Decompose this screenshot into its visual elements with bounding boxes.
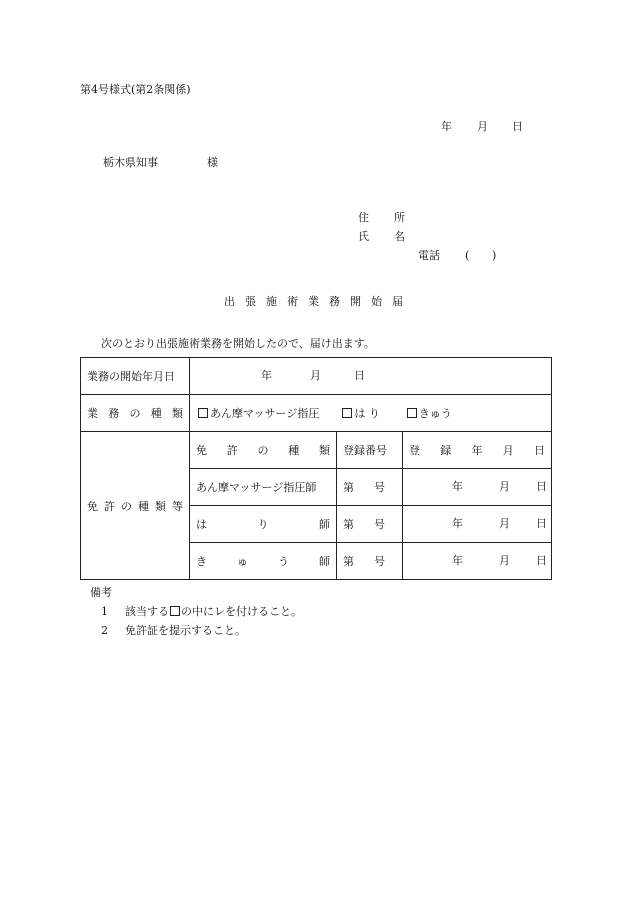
title-char: 張 [245,295,256,308]
header-char: 録 [440,444,452,457]
phone-paren-open: ( [465,249,470,262]
dai-label: 第 [343,481,354,494]
start-day-label: 日 [354,369,365,382]
checkbox-hari[interactable] [342,408,352,418]
go-label: 号 [374,481,385,494]
reg-year-label: 年 [452,517,463,530]
title-char: 出 [224,295,235,308]
label-char: 許 [104,499,115,513]
phone-paren-close: ) [492,249,497,262]
option-hari-label: は り [354,407,380,420]
recipient-honorific: 様 [207,156,218,169]
option-anma[interactable] [198,407,319,420]
go-label: 号 [374,555,385,568]
dai-label: 第 [343,518,354,531]
label-char: 種 [150,407,162,420]
label-char: 等 [172,499,183,513]
reg-date-field[interactable] [403,543,552,580]
license-kind-header [190,432,337,469]
license-kind-hari [190,506,337,543]
address-label-2: 所 [394,211,405,224]
license-kind-char: 師 [319,555,330,568]
date-year-label: 年 [441,120,452,133]
label-char: 業 [87,407,98,420]
label-char: の [129,407,141,420]
license-kind-char: は [196,518,207,531]
label-char: 務 [108,407,120,420]
start-date-label: 業務の開始年月日 [81,358,190,395]
notification-table [80,357,552,580]
title-char: 術 [287,295,298,308]
option-kyu[interactable] [407,407,452,420]
header-char: 類 [319,444,330,457]
dai-label: 第 [343,555,354,568]
header-char: 許 [226,444,238,457]
license-kind-char: ゅ [237,555,248,568]
license-kind-char: り [257,518,269,531]
table-row-business-type [81,395,552,432]
remark-text-after: の中にレを付けること。 [181,605,302,618]
reg-date-header [403,432,552,469]
remark-number: 2 [101,624,108,637]
address-label-1: 住 [358,211,369,224]
remark-item-1 [101,606,302,617]
reg-day-label: 日 [536,480,547,493]
date-day-label: 日 [512,120,523,133]
title-char: 届 [392,295,403,308]
table-row-start-date [81,358,552,395]
reg-day-label: 日 [536,554,547,567]
header-char: の [257,444,269,457]
date-month-label: 月 [477,120,488,133]
form-number: 第4号様式(第2条関係) [80,83,191,96]
recipient: 栃木県知事 [103,156,158,169]
header-char: 日 [534,444,545,457]
form-title [224,296,403,307]
reg-year-label: 年 [452,554,463,567]
go-label: 号 [374,518,385,531]
reg-date-field[interactable] [403,469,552,506]
reg-date-field[interactable] [403,506,552,543]
business-type-label [81,395,190,432]
header-char: 登 [409,444,420,457]
name-label-1: 氏 [358,230,369,243]
reg-year-label: 年 [452,480,463,493]
header-char: 年 [471,444,483,457]
title-char: 業 [308,295,319,308]
reg-no-field[interactable] [337,543,403,580]
option-kyu-label: きゅう [418,407,452,420]
reg-no-header: 登録番号 [337,432,403,469]
table-row-license-header [81,432,552,469]
label-char: 類 [172,407,183,420]
reg-month-label: 月 [499,554,510,567]
title-char: 始 [371,295,382,308]
license-kind-char: う [278,555,289,568]
header-char: 免 [196,444,207,457]
remarks-title: 備考 [90,586,112,599]
license-kind-kyu [190,543,337,580]
option-anma-label: あん摩マッサージ指圧 [210,407,320,420]
license-kind-text: あん摩マッサージ指圧師 [196,481,317,494]
reg-day-label: 日 [536,517,547,530]
name-label-2: 名 [394,230,405,243]
remark-item-2 [101,625,246,636]
start-month-label: 月 [310,369,321,382]
checkbox-symbol-icon [170,606,180,616]
header-char: 月 [502,444,514,457]
start-year-label: 年 [261,369,272,382]
remark-text: 免許証を提示すること。 [125,624,246,637]
intro-text: 次のとおり出張施術業務を開始したので、届け出ます。 [101,337,375,350]
label-char: の [121,499,132,513]
label-char: 種 [138,499,149,513]
license-type-label [81,432,190,580]
remark-number: 1 [101,605,108,618]
phone-label: 電話 [418,249,440,262]
license-kind-char: き [196,555,207,568]
license-kind-char: 師 [319,518,330,531]
title-char: 施 [266,295,277,308]
license-kind-anma [190,469,337,506]
reg-no-field[interactable] [337,469,403,506]
title-char: 務 [329,295,340,308]
option-hari[interactable] [342,407,380,420]
reg-month-label: 月 [499,480,510,493]
title-char: 開 [350,295,361,308]
reg-no-field[interactable] [337,506,403,543]
start-date-field[interactable] [190,358,552,395]
label-char: 類 [155,499,166,513]
business-type-options [190,395,552,432]
remark-text-before: 該当する [125,605,169,618]
reg-month-label: 月 [499,517,510,530]
header-char: 種 [288,444,300,457]
checkbox-kyu[interactable] [407,408,417,418]
checkbox-anma[interactable] [198,408,208,418]
label-char: 免 [87,499,98,513]
